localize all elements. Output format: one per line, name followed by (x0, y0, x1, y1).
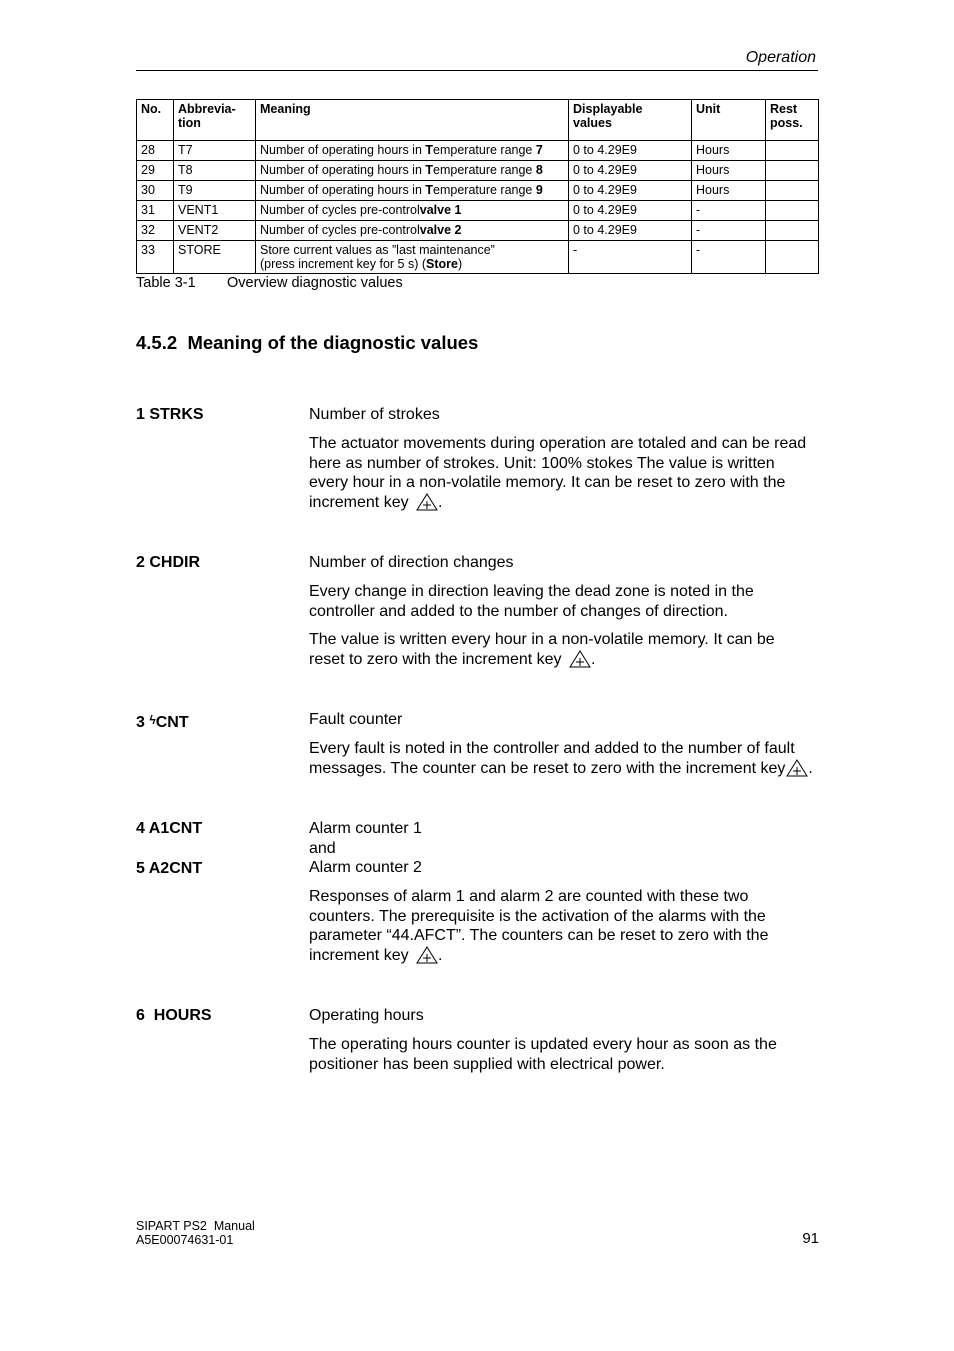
footer-document-info (136, 1219, 255, 1247)
entry-paragraph: The value is written every hour in a non-volatile memory. It can be reset to zero with the increment key . (309, 631, 775, 668)
entry-paragraph: Responses of alarm 1 and alarm 2 are counted with these two counters. The prerequisite is the activation of the alarms with the parameter “44.AFCT”. The counters can be reset to zero with the increment key . (309, 888, 769, 964)
cell-rest (766, 181, 819, 201)
cell-abbr: VENT2 (174, 221, 256, 241)
col-header-meaning: Meaning (256, 100, 569, 141)
cell-no: 31 (137, 201, 174, 221)
running-header: Operation (745, 49, 816, 66)
cell-meaning: Number of cycles pre-controlvalve 1 (256, 201, 569, 221)
table-row (137, 201, 819, 221)
entry-label-and: and (309, 840, 336, 857)
entry-description (309, 405, 820, 512)
cell-rest (766, 221, 819, 241)
entry-term: 6 HOURS (136, 1007, 212, 1024)
cell-abbr: VENT1 (174, 201, 256, 221)
term-a2cnt: 5 A2CNT (136, 860, 203, 877)
increment-key-icon (416, 946, 438, 964)
entry-label: Alarm counter 1 (309, 820, 422, 837)
cell-abbr: T7 (174, 141, 256, 161)
cell-displayable: 0 to 4.29E9 (569, 201, 692, 221)
cell-unit: - (692, 201, 766, 221)
col-header-no: No. (137, 100, 174, 141)
cell-no: 29 (137, 161, 174, 181)
entry-description (309, 819, 820, 965)
cell-no: 28 (137, 141, 174, 161)
entry-term: 2 CHDIR (136, 554, 201, 571)
entry-paragraph: The operating hours counter is updated every hour as soon as the positioner has been supplied with electrical power. (309, 1036, 777, 1073)
footer-document-number: A5E00074631-01 (136, 1233, 234, 1247)
section-number: 4.5.2 (136, 332, 178, 353)
entry-paragraph: Every fault is noted in the controller and added to the number of fault messages. The counter can be reset to zero with the increment key . (309, 740, 813, 777)
cell-unit: - (692, 221, 766, 241)
cell-rest (766, 201, 819, 221)
entry-paragraph: The actuator movements during operation are totaled and can be read here as number of strokes. Unit: 100% stokes The value is written every hour in a non-volatile memory. It can be reset to zero with the increment key . (309, 435, 807, 511)
table-header-row (137, 100, 819, 141)
table-caption-text: Overview diagnostic values (227, 275, 403, 291)
cell-unit: - (692, 241, 766, 274)
entry-description (309, 553, 820, 669)
table-row (137, 221, 819, 241)
cell-displayable: 0 to 4.29E9 (569, 181, 692, 201)
entry-term: 1 STRKS (136, 406, 204, 423)
cell-abbr: T8 (174, 161, 256, 181)
entry-paragraph: Every change in direction leaving the dead zone is noted in the controller and added to the number of changes of direction. (309, 583, 754, 620)
col-header-abbreviation: Abbrevia- tion (174, 100, 256, 141)
cell-displayable: 0 to 4.29E9 (569, 161, 692, 181)
cell-meaning: Number of operating hours in Temperature range 7 (256, 141, 569, 161)
cell-abbr: STORE (174, 241, 256, 274)
entry-label: Fault counter (309, 711, 403, 728)
page-number: 91 (802, 1230, 819, 1247)
cell-meaning: Number of operating hours in Temperature range 8 (256, 161, 569, 181)
table-caption-number: Table 3-1 (136, 275, 196, 291)
cell-unit: Hours (692, 141, 766, 161)
cell-unit: Hours (692, 181, 766, 201)
col-header-unit: Unit (692, 100, 766, 141)
fault-symbol-icon: ϟ (149, 713, 156, 727)
term-a1cnt: 4 A1CNT (136, 820, 203, 837)
diagnostic-table (136, 99, 819, 274)
entry-description (309, 710, 820, 778)
entry-term: 3 ϟCNT (136, 713, 189, 731)
footer-manual-title: SIPART PS2 Manual (136, 1219, 255, 1233)
cell-rest (766, 161, 819, 181)
entry-description (309, 1006, 820, 1074)
cell-displayable: 0 to 4.29E9 (569, 141, 692, 161)
cell-displayable: - (569, 241, 692, 274)
cell-rest (766, 241, 819, 274)
cell-displayable: 0 to 4.29E9 (569, 221, 692, 241)
section-title: Meaning of the diagnostic values (187, 332, 479, 353)
cell-no: 33 (137, 241, 174, 274)
cell-rest (766, 141, 819, 161)
cell-meaning: Number of cycles pre-controlvalve 2 (256, 221, 569, 241)
entry-label: Alarm counter 2 (309, 859, 422, 876)
table-caption (136, 275, 403, 291)
header-rule (136, 70, 818, 71)
table-row (137, 241, 819, 274)
section-heading (136, 332, 478, 354)
entry-label: Number of direction changes (309, 554, 514, 571)
cell-no: 30 (137, 181, 174, 201)
cell-no: 32 (137, 221, 174, 241)
table-row (137, 141, 819, 161)
entry-label: Operating hours (309, 1007, 424, 1024)
cell-abbr: T9 (174, 181, 256, 201)
increment-key-icon (416, 493, 438, 511)
increment-key-icon (786, 759, 808, 777)
table-row (137, 181, 819, 201)
entry-label: Number of strokes (309, 406, 440, 423)
table-row (137, 161, 819, 181)
col-header-rest-poss: Rest poss. (766, 100, 819, 141)
increment-key-icon (569, 650, 591, 668)
col-header-displayable-values: Displayable values (569, 100, 692, 141)
entry-term (136, 819, 296, 879)
cell-meaning: Number of operating hours in Temperature range 9 (256, 181, 569, 201)
cell-meaning: Store current values as ”last maintenance” (press increment key for 5 s) (Store) (256, 241, 569, 274)
cell-unit: Hours (692, 161, 766, 181)
